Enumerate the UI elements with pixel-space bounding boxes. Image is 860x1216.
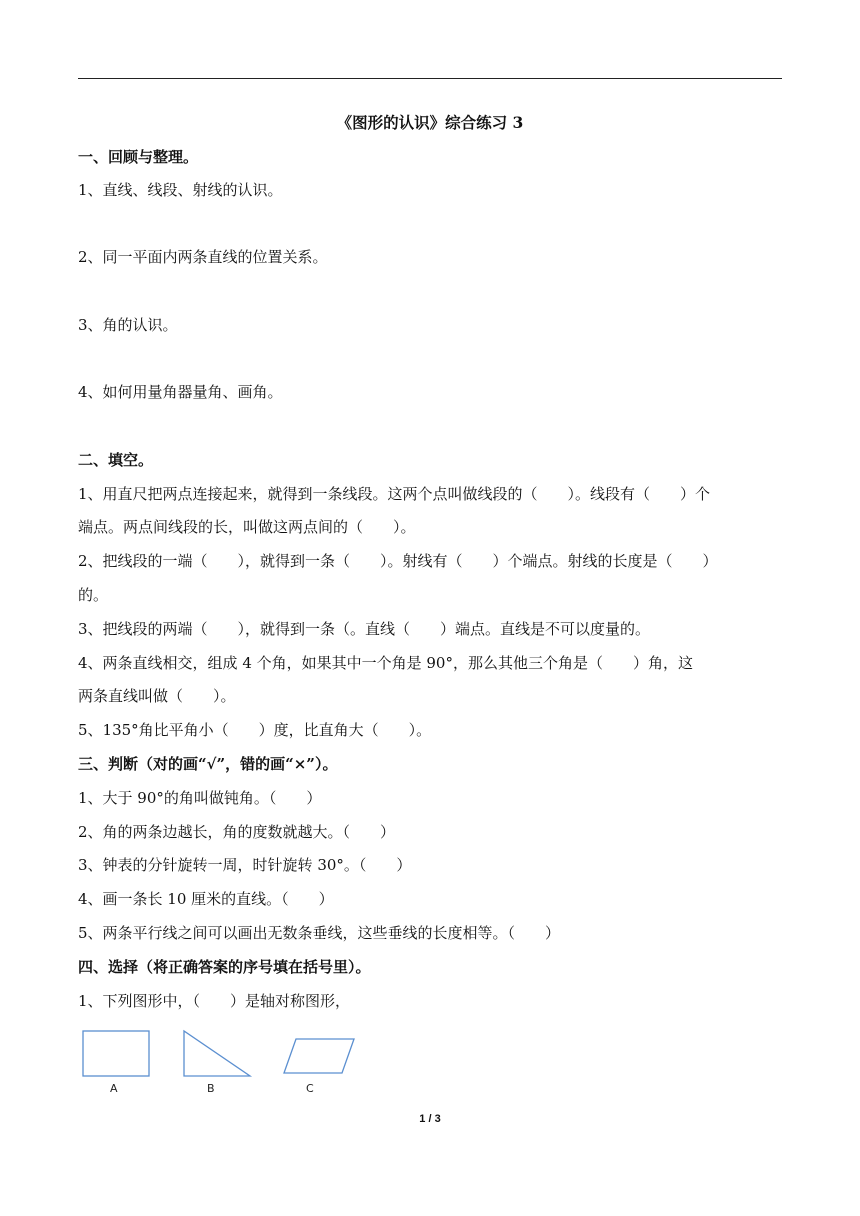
section1-item-4: 4、如何用量角器量角、画角。: [78, 383, 283, 401]
choice-q1: 1、下列图形中，（ ）是轴对称图形，: [78, 992, 351, 1010]
fill-q3: 3、把线段的两端（ ），就得到一条（。直线（ ）端点。直线是不可以度量的。: [78, 620, 651, 638]
section2-heading: 二、填空。: [78, 451, 154, 469]
section3-heading: 三、判断（对的画“√”，错的画“×”）。: [78, 755, 338, 773]
figure-label-a: A: [110, 1082, 118, 1095]
fill-q1-line2: 端点。两点间线段的长，叫做这两点间的（ ）。: [78, 518, 416, 536]
fill-q2-line2: 的。: [78, 586, 109, 604]
judge-item-5: 5、两条平行线之间可以画出无数条垂线，这些垂线的长度相等。（ ）: [78, 924, 561, 942]
right-triangle-shape: [184, 1031, 250, 1076]
section1-heading: 一、回顾与整理。: [78, 148, 199, 166]
fill-q4-line2: 两条直线叫做（ ）。: [78, 687, 236, 705]
header-rule: [78, 78, 782, 79]
shapes-svg: [78, 1026, 378, 1078]
section1-item-2: 2、同一平面内两条直线的位置关系。: [78, 248, 328, 266]
figure-label-b: B: [207, 1082, 215, 1095]
rectangle-shape: [83, 1031, 149, 1076]
fill-q2-line1: 2、把线段的一端（ ），就得到一条（ ）。射线有（ ）个端点。射线的长度是（ ）: [78, 552, 718, 570]
section1-item-1: 1、直线、线段、射线的认识。: [78, 181, 283, 199]
section1-item-3: 3、角的认识。: [78, 316, 178, 334]
figure-label-c: C: [306, 1082, 314, 1095]
section4-heading: 四、选择（将正确答案的序号填在括号里）。: [78, 958, 371, 976]
judge-item-2: 2、角的两条边越长，角的度数就越大。（ ）: [78, 823, 396, 841]
fill-q5: 5、135°角比平角小（ ）度，比直角大（ ）。: [78, 721, 432, 739]
parallelogram-shape: [284, 1039, 354, 1073]
judge-item-1: 1、大于 90°的角叫做钝角。（ ）: [78, 789, 322, 807]
fill-q4-line1: 4、两条直线相交，组成 4 个角，如果其中一个角是 90°，那么其他三个角是（ ）角，这: [78, 654, 693, 672]
fill-q1-line1: 1、用直尺把两点连接起来，就得到一条线段。这两个点叫做线段的（ ）。线段有（ ）个: [78, 485, 711, 503]
page-number: 1 / 3: [419, 1113, 441, 1125]
page-title: 《图形的认识》综合练习 3: [336, 113, 524, 132]
judge-item-3: 3、钟表的分针旋转一周，时针旋转 30°。（ ）: [78, 856, 412, 874]
judge-item-4: 4、画一条长 10 厘米的直线。（ ）: [78, 890, 334, 908]
shape-figures: [78, 1026, 378, 1101]
